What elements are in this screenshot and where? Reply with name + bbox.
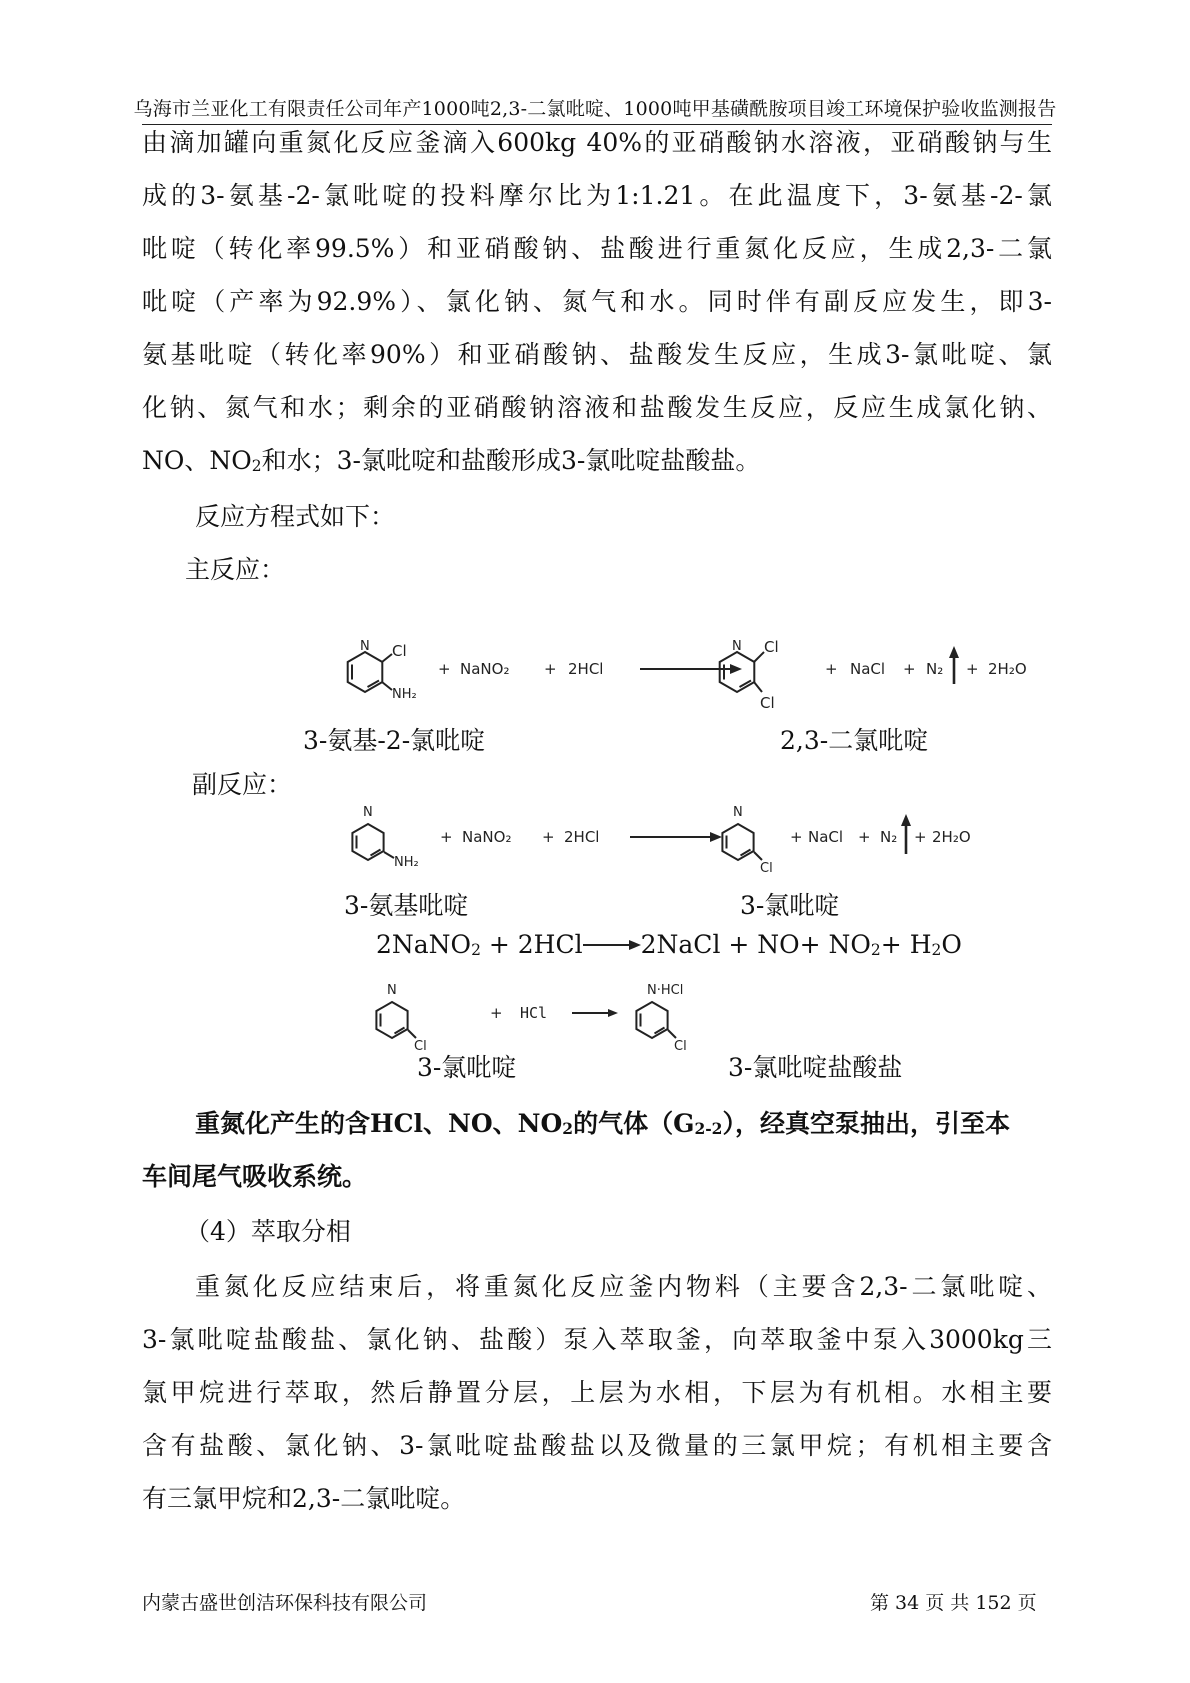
paragraph-line: 吡啶（产率为92.9%）、氯化钠、氮气和水。同时伴有副反应发生，即3- (142, 287, 1052, 316)
reagent-hcl: 2HCl (568, 660, 604, 678)
svg-text:NaCl: NaCl (808, 828, 844, 846)
svg-text:N: N (732, 639, 742, 654)
plus-sign: + (544, 660, 557, 678)
plus-sign: + (438, 660, 451, 678)
paragraph-line: NO、$NO_2$和水；3-氯吡啶和盐酸形成3-氯吡啶盐酸盐。 (142, 446, 761, 475)
paragraph-line: 氨基吡啶（转化率90%）和亚硝酸钠、盐酸发生反应，生成3-氯吡啶、氯 (142, 340, 1052, 369)
svg-text:Cl: Cl (760, 694, 775, 712)
gas-evolution-arrow-icon (901, 814, 911, 826)
reaction-arrow-icon (710, 832, 722, 842)
product-name: 3-氯吡啶盐酸盐 (728, 1053, 903, 1082)
product-name: 2,3-二氯吡啶 (780, 726, 929, 755)
reagent-nano2: NaNO₂ (460, 660, 510, 678)
header-divider (142, 124, 1052, 125)
section-title: （4）萃取分相 (185, 1217, 351, 1246)
footer-company: 内蒙古盛世创洁环保科技有限公司 (142, 1592, 428, 1614)
byproduct-n2: N₂ (926, 660, 944, 678)
side-reaction-label: 副反应： (192, 770, 293, 799)
pyridine-ring-icon (352, 824, 383, 860)
gas-evolution-arrow-icon (949, 646, 959, 658)
main-reaction-scheme (330, 630, 1050, 710)
svg-text:N₂: N₂ (880, 828, 898, 846)
svg-text:+: + (966, 660, 979, 678)
footer-page-number: 第 34 页 共 152 页 (870, 1592, 1037, 1614)
svg-text:N: N (363, 805, 373, 820)
svg-text:+: + (440, 828, 453, 846)
pyridine-ring-icon (636, 1002, 667, 1038)
paragraph-line: 氯甲烷进行萃取，然后静置分层，上层为水相，下层为有机相。水相主要 (142, 1378, 1052, 1407)
page-header: 乌海市兰亚化工有限责任公司年产1000吨2,3-二氯吡啶、1000吨甲基磺酰胺项目竣工环境保护验收监测报告 (133, 98, 1057, 120)
svg-text:+: + (858, 828, 871, 846)
paragraph-line: 有三氯甲烷和2,3-二氯吡啶。 (142, 1484, 466, 1513)
pyridine-ring-icon (722, 824, 753, 860)
hydrochloride-formation-scheme (360, 980, 780, 1060)
byproduct-water: 2H₂O (988, 660, 1027, 678)
paragraph-line: 含有盐酸、氯化钠、3-氯吡啶盐酸盐以及微量的三氯甲烷；有机相主要含 (142, 1431, 1052, 1460)
nitrite-hcl-equation: 2NaNO$_2$ + 2HCl 2NaCl + $NO+ NO_2+ H_2O$ (376, 930, 962, 959)
svg-text:Cl: Cl (674, 1039, 687, 1054)
side-reactant-name: 3-氨基吡啶 (344, 891, 469, 920)
reagent-hcl: HCl (520, 1004, 548, 1022)
svg-text:+: + (542, 828, 555, 846)
reaction-arrow-icon (608, 1009, 618, 1017)
atom-cl-label: Cl (392, 642, 407, 660)
svg-text:+: + (790, 828, 803, 846)
svg-text:Cl: Cl (764, 638, 779, 656)
svg-text:N: N (387, 983, 397, 998)
paragraph-line: 化钠、氮气和水；剩余的亚硝酸钠溶液和盐酸发生反应，反应生成氯化钠、 (142, 393, 1052, 422)
svg-text:Cl: Cl (760, 861, 773, 876)
paragraph-line: 车间尾气吸收系统。 (142, 1162, 368, 1191)
reactant-name: 3-氨基-2-氯吡啶 (303, 726, 486, 755)
paragraph-line: 重氮化产生的含HCl、NO、$NO_2$的气体$(G_{2-2})$，经真空泵抽出，引至本 (195, 1109, 1010, 1138)
side-reaction-scheme (340, 800, 1020, 880)
salt-label: N·HCl (647, 983, 684, 998)
atom-nh2-label: NH₂ (392, 687, 417, 702)
side-product-name: 3-氯吡啶 (740, 891, 840, 920)
equation-intro: 反应方程式如下： (195, 502, 396, 531)
atom-n-label: N (360, 639, 370, 654)
svg-text:+: + (490, 1004, 503, 1022)
svg-text:+: + (903, 660, 916, 678)
paragraph-line: 重氮化反应结束后，将重氮化反应釜内物料（主要含2,3-二氯吡啶、 (195, 1272, 1052, 1301)
svg-text:NH₂: NH₂ (394, 855, 419, 870)
byproduct-nacl: NaCl (850, 660, 886, 678)
svg-text:NaNO₂: NaNO₂ (462, 828, 512, 846)
svg-text:Cl: Cl (414, 1039, 427, 1054)
svg-text:N: N (733, 805, 743, 820)
pyridine-ring-icon (376, 1002, 407, 1038)
main-reaction-label: 主反应： (185, 555, 286, 584)
paragraph-line: 由滴加罐向重氮化反应釜滴入600kg 40%的亚硝酸钠水溶液，亚硝酸钠与生 (142, 128, 1052, 157)
paragraph-line: 吡啶（转化率99.5%）和亚硝酸钠、盐酸进行重氮化反应，生成2,3-二氯 (142, 234, 1052, 263)
reaction-arrow-icon (730, 664, 742, 674)
svg-text:2HCl: 2HCl (564, 828, 600, 846)
pyridine-ring-icon (348, 652, 383, 692)
paragraph-line: 3-氯吡啶盐酸盐、氯化钠、盐酸）泵入萃取釜，向萃取釜中泵入3000kg三 (142, 1325, 1052, 1354)
svg-text:+: + (914, 828, 927, 846)
svg-text:+: + (825, 660, 838, 678)
paragraph-line: 成的3-氨基-2-氯吡啶的投料摩尔比为1:1.21。在此温度下，3-氨基-2-氯 (142, 181, 1052, 210)
pyridine-ring-icon (720, 652, 755, 692)
reactant-name: 3-氯吡啶 (417, 1053, 517, 1082)
svg-text:2H₂O: 2H₂O (932, 828, 971, 846)
